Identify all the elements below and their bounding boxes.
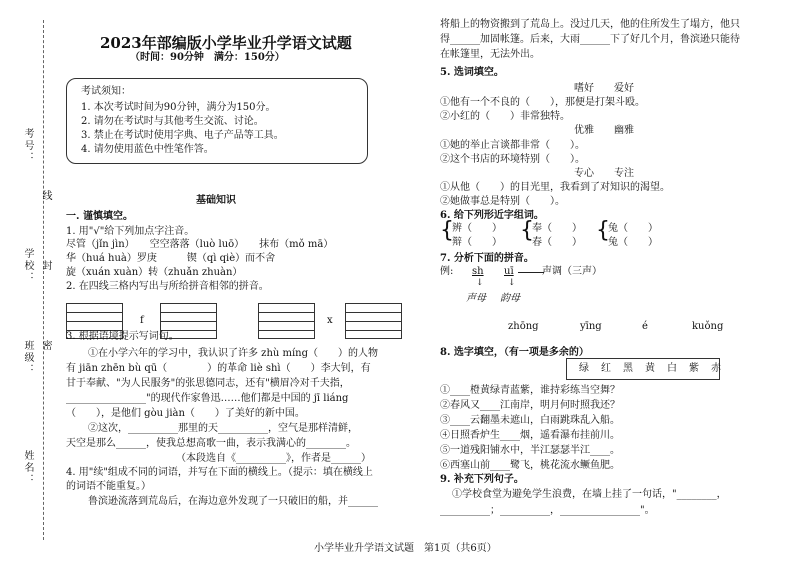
q3-line: 有 jiān zhēn bù qū（ ）的革命 liè shì（ ）李大钊，有 <box>66 363 371 374</box>
name-label: 姓名： <box>22 450 33 486</box>
q7-initial-label: 声母 <box>466 293 486 304</box>
q7-example-label: 例: <box>440 266 454 277</box>
q7-item: kuǒng <box>692 321 724 332</box>
section-heading: 基础知识 <box>196 195 236 206</box>
q1-row: 尽管（jǐn jìn） 空空落落（luò luō） 抹布（mǒ mā） <box>66 239 334 250</box>
q1-row: 旋（xuán xuàn）转（zhuǎn zhuàn） <box>66 267 243 278</box>
class-label: 班级： <box>22 340 33 376</box>
pinyin-grid[interactable] <box>345 303 402 339</box>
q7-stem: 7. 分析下面的拼音。 <box>440 253 534 264</box>
q6-item: 辩（ ） <box>452 237 502 248</box>
brace-icon: { <box>596 218 610 243</box>
brace-icon: { <box>440 218 454 243</box>
pinyin-grid[interactable] <box>258 303 315 339</box>
q3-line: （本段选自《__________》，作者是______） <box>176 453 371 464</box>
q6-item: 奉（ ） <box>532 223 582 234</box>
q7-final-ui: uī <box>504 266 514 277</box>
page-footer: 小学毕业升学语文试题 第1页（共6页） <box>314 543 497 554</box>
pinyin-letter-f: f <box>140 315 144 326</box>
q5-line: ②小红的（ ）非常独特。 <box>440 111 570 122</box>
q7-tone: 声调（三声） <box>542 266 602 277</box>
q5-words: 嗜好 爱好 <box>574 83 634 94</box>
seal-mark-line: 线 <box>40 190 51 202</box>
q3-line: ________________"的现代作家鲁迅……他们都是中国的 jī liáng <box>66 393 349 404</box>
q9-line: __________；__________，________________"。 <box>440 505 655 516</box>
notice-item: 2. 请勿在考试时与其他考生交流、讨论。 <box>81 116 264 127</box>
q4-stem-cont: 的词语不能重复。） <box>66 481 151 492</box>
q6-item: 兔（ ） <box>608 237 658 248</box>
q5-line: ②这个书店的环境特别（ ）。 <box>440 154 585 165</box>
exam-title: 2023年部编版小学毕业升学语文试题 <box>100 34 352 52</box>
q3-line: ②这次，__________那里的天__________，空气是那样清鲜， <box>88 423 358 434</box>
arrow-down-icon: ↓ <box>476 278 484 288</box>
arrow-line <box>518 272 544 273</box>
q5-line: ①她的举止言谈都非常（ ）。 <box>440 140 585 151</box>
q8-line: ⑥西塞山前____鹭飞，桃花流水鳜鱼肥。 <box>440 460 620 471</box>
school-label: 学校： <box>22 248 33 284</box>
q5-line: ②她做事总是特别（ ）。 <box>440 196 565 207</box>
q1-row: 华（huá huà）罗庚 锲（qì qiè）而不舍 <box>66 253 276 264</box>
q6-item: 春（ ） <box>532 237 582 248</box>
q4-body: 鲁滨逊流落到荒岛后，在海边意外发现了一只破旧的船，并______ <box>88 496 378 507</box>
q1-stem: 1. 用"√"给下列加点字注音。 <box>66 226 195 237</box>
notice-box <box>66 78 368 164</box>
q7-item: zhōng <box>508 321 539 332</box>
q9-line: ①学校食堂为避免学生浪费，在墙上挂了一句话，"________， <box>452 489 727 500</box>
q7-final-label: 韵母 <box>500 293 520 304</box>
q8-line: ⑤一道残阳铺水中，半江瑟瑟半江____。 <box>440 445 620 456</box>
q6-item: 辨（ ） <box>452 223 502 234</box>
brace-icon: { <box>520 218 534 243</box>
q6-stem: 6. 给下列形近字组词。 <box>440 210 544 221</box>
q7-initial-sh: sh <box>472 266 484 277</box>
q3-line: ①在小学六年的学习中，我认识了许多 zhù míng（ ）的人物 <box>88 348 379 359</box>
q5-words: 专心 专注 <box>574 168 634 179</box>
pinyin-letter-x: x <box>327 315 333 326</box>
q3-line: 天空是那么______，使我总想高歌一曲，表示我满心的________。 <box>66 438 356 449</box>
q8-chars: 绿 红 黑 黄 白 紫 赤 <box>579 363 722 374</box>
notice-item: 1. 本次考试时间为90分钟，满分为150分。 <box>81 102 276 113</box>
q8-line: ②春风又____江南岸，明月何时照我还？ <box>440 400 620 411</box>
q2-stem: 2. 在四线三格内写出与所给拼音相邻的拼音。 <box>66 281 269 292</box>
q5-stem: 5. 选词填空。 <box>440 67 504 78</box>
q7-item: é <box>642 321 648 332</box>
seal-mark-secret: 密 <box>40 340 51 352</box>
right-text-line: 将船上的物资搬到了荒岛上。没过几天，他的住所发生了塌方，他只 <box>440 19 740 30</box>
q3-stem: 3. 根据语境提示写词句。 <box>66 331 179 342</box>
q6-item: 兔（ ） <box>608 223 658 234</box>
q9-stem: 9. 补充下列句子。 <box>440 474 524 485</box>
binding-line <box>43 20 44 540</box>
notice-item: 4. 请勿使用蓝色中性笔作答。 <box>81 144 214 155</box>
q8-line: ①____橙黄绿青蓝紫，谁持彩练当空舞？ <box>440 385 620 396</box>
q7-item: yīng <box>580 321 602 332</box>
right-text-line: 得______加固帐篷。后来，大雨______下了好几个月，鲁滨逊只能待 <box>440 34 740 45</box>
notice-heading: 考试须知： <box>81 86 131 97</box>
q5-words: 优雅 幽雅 <box>574 125 634 136</box>
q3-line: 甘于奉献、"为人民服务"的张思德同志，还有"横眉冷对千夫指， <box>66 378 350 389</box>
q5-line: ①他有一个不良的（ ），那便是打架斗殴。 <box>440 97 645 108</box>
char-choice-box <box>566 358 720 380</box>
q4-stem: 4. 用"续"组成不同的词语，并写在下面的横线上。（提示：填在横线上 <box>66 467 373 478</box>
arrow-down-icon: ↓ <box>508 278 516 288</box>
part-heading: 一. 谨慎填空。 <box>66 211 133 222</box>
q3-line: （ ），是他们 gòu jiàn（ ）了美好的新中国。 <box>66 408 305 419</box>
notice-item: 3. 禁止在考试时使用字典、电子产品等工具。 <box>81 130 284 141</box>
q8-line: ③____云翻墨未遮山，白雨跳珠乱入船。 <box>440 415 620 426</box>
exam-subtitle: （时间：90分钟 满分：150分） <box>130 52 285 63</box>
id-no-label: 考号： <box>22 128 33 164</box>
seal-mark-seal: 封 <box>40 260 51 272</box>
right-text-line: 在帐篷里，无法外出。 <box>440 49 540 60</box>
q5-line: ①从他（ ）的目光里，我看到了对知识的渴望。 <box>440 182 670 193</box>
q8-stem: 8. 选字填空，（有一项是多余的） <box>440 347 589 358</box>
q8-line: ④日照香炉生____烟，遥看瀑布挂前川。 <box>440 430 620 441</box>
